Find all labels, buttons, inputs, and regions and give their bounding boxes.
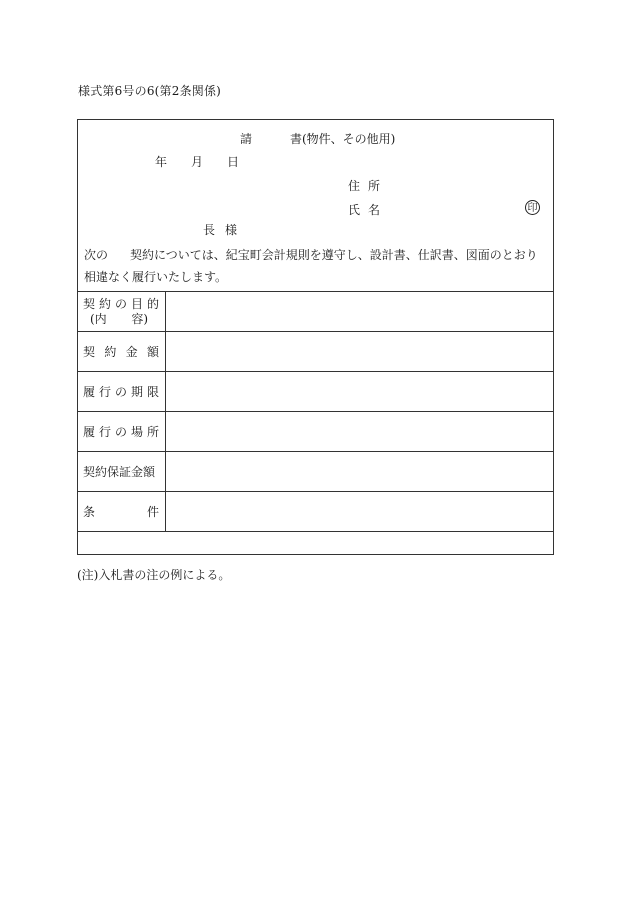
contract-detail-table [78,291,553,556]
label-char: 目 [130,296,143,311]
label-char: 履 [83,385,96,399]
label-char: (内 [90,311,107,326]
table-row-term [78,372,553,412]
title-first-char: 請 [240,132,253,146]
row-value-conditions[interactable] [166,492,554,532]
label-char: 限 [146,385,159,399]
label-char: 行 [98,425,111,439]
label-char: 件 [146,505,159,519]
body-line-1-lead: 次の [84,248,109,262]
body-line-1-rest: 契約については、紀宝町会計規則を遵守し、設計書、仕訳書、図面のとおり [130,248,538,262]
label-char: 契 [83,296,96,311]
body-line-2: 相違なく履行いたします。 [84,270,228,284]
label-char: 条 [83,505,96,519]
row-label-place [78,412,166,452]
label-char: 約 [104,345,117,359]
date-day-label: 日 [227,155,240,169]
label-char: 履 [83,425,96,439]
table-row-conditions [78,492,553,532]
label-text: 契約保証金額 [83,465,156,479]
address-label-2: 所 [368,179,381,193]
label-char: 所 [146,425,159,439]
recipient-label-2: 様 [225,223,238,237]
label-char: 場 [130,425,143,439]
body-text [78,244,553,288]
row-value-amount[interactable] [166,332,554,372]
label-char: 的 [146,296,159,311]
seal-mark-icon: 印 [525,200,540,215]
label-char: の [114,296,127,311]
name-label-2: 名 [368,203,381,217]
date-month-label: 月 [191,155,204,169]
label-char: 契 [83,345,96,359]
table-row-place [78,412,553,452]
table-row-amount [78,332,553,372]
table-row-purpose [78,292,553,332]
name-label-1: 氏 [348,203,361,217]
row-label-purpose [78,292,166,332]
body-line-1 [78,244,553,266]
label-char: の [114,385,127,399]
title-rest: 書(物件、その他用) [290,132,396,146]
row-value-term[interactable] [166,372,554,412]
date-year-label: 年 [155,155,168,169]
recipient-label-1: 長 [203,223,216,237]
label-char: 期 [130,385,143,399]
table-row-blank [78,532,553,557]
label-char: 容) [131,311,148,326]
row-label-security [78,452,166,492]
blank-row-cell[interactable] [78,532,553,557]
row-label-amount [78,332,166,372]
address-label-1: 住 [348,179,361,193]
form-number-label: 様式第6号の6(第2条関係) [78,84,222,98]
row-label-conditions [78,492,166,532]
table-row-security [78,452,553,492]
form-box [77,119,554,555]
label-char: 額 [146,345,159,359]
footnote: (注)入札書の注の例による。 [77,568,231,582]
row-value-security[interactable] [166,452,554,492]
row-value-place[interactable] [166,412,554,452]
label-char: 金 [125,345,138,359]
label-char: の [114,425,127,439]
row-label-term [78,372,166,412]
row-value-purpose[interactable] [166,292,554,332]
label-char: 約 [98,296,111,311]
label-char: 行 [98,385,111,399]
